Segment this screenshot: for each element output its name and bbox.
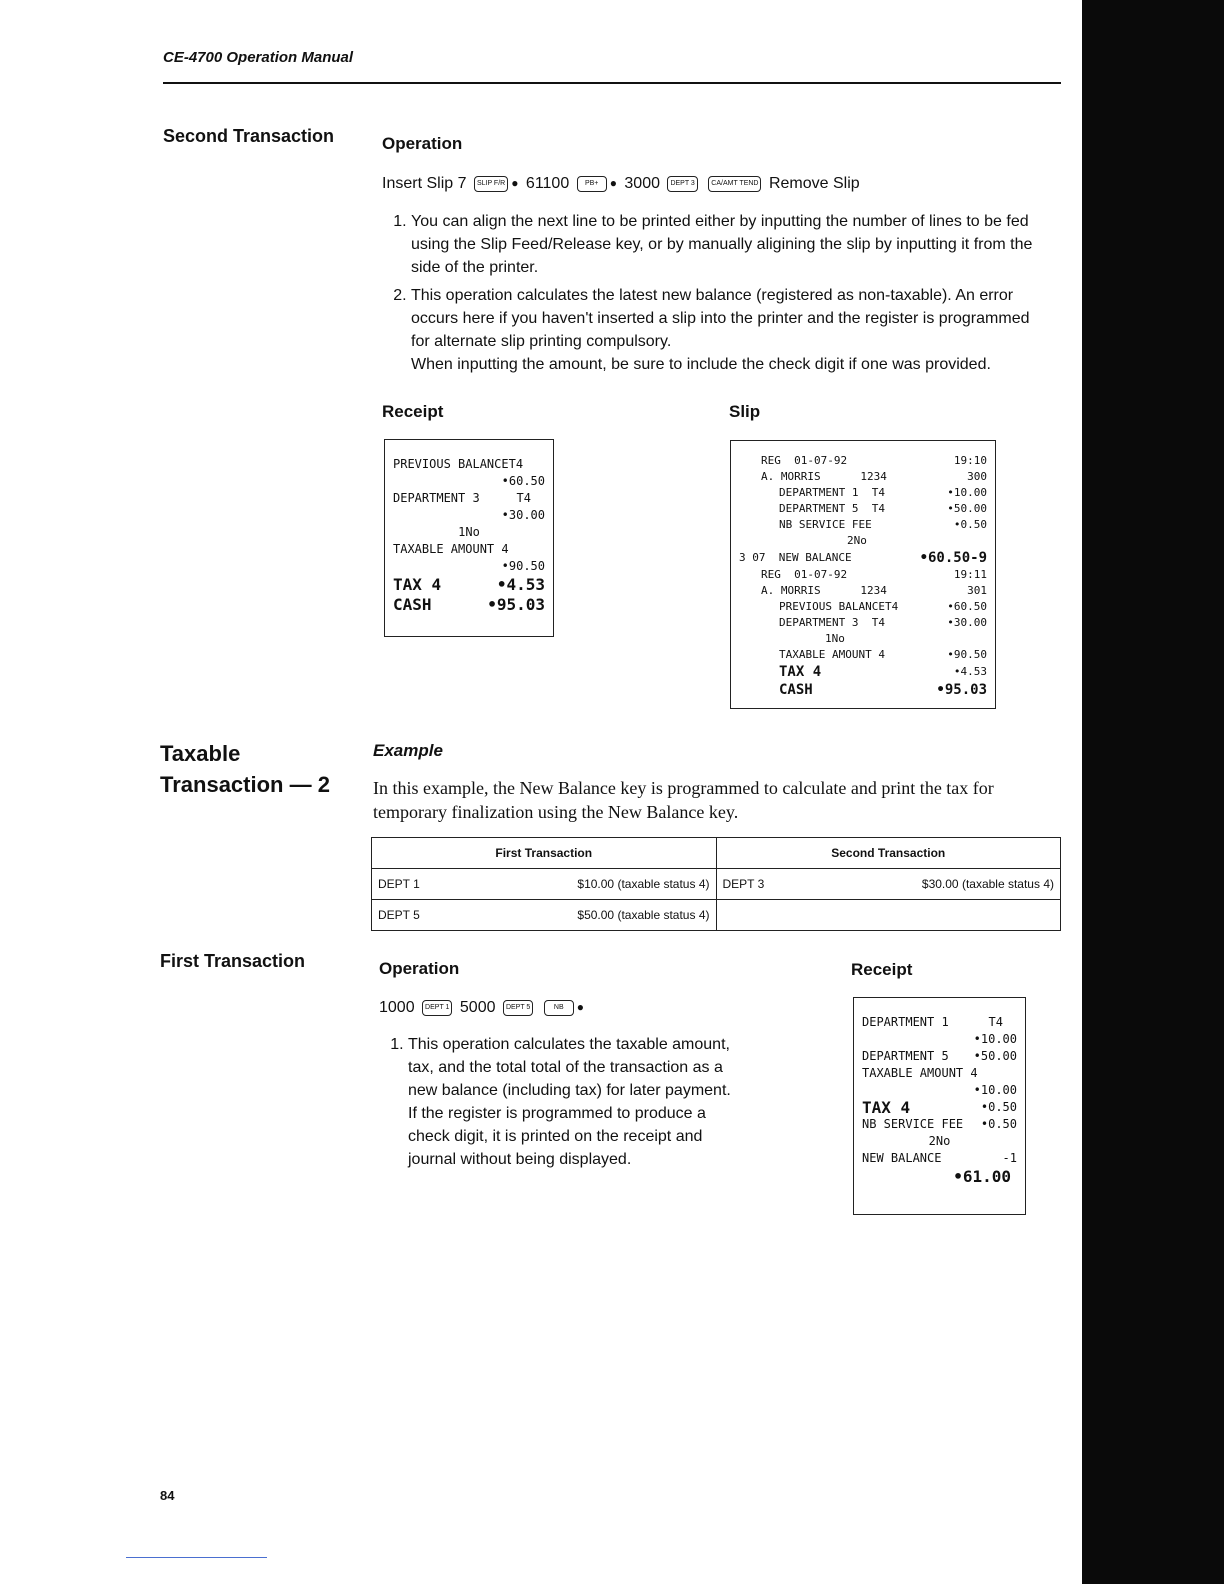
- header-divider: [163, 82, 1061, 84]
- dept-key: DEPT 1: [422, 1000, 452, 1016]
- receipt-label: Receipt: [382, 402, 444, 421]
- receipt-line: •10.00: [973, 1083, 1017, 1097]
- table-header: Second Transaction: [716, 838, 1061, 869]
- receipt-line: TAX 4 •4.53: [393, 575, 545, 594]
- table-cell: $50.00 (taxable status 4): [577, 908, 710, 922]
- receipt-line: NB SERVICE FEE •0.50: [862, 1117, 1017, 1131]
- receipt-line: CASH •95.03: [393, 595, 545, 614]
- receipt-line: TAXABLE AMOUNT 4: [862, 1066, 978, 1080]
- receipt-line: 2No: [928, 1134, 951, 1148]
- receipt-line: NEW BALANCE -1: [862, 1151, 1017, 1165]
- table-row: [372, 900, 1061, 931]
- tender-key: CA/AMT TEND: [708, 176, 761, 192]
- slip-line: 3 07 NEW BALANCE •60.50-9: [739, 550, 987, 566]
- manual-title: CE-4700 Operation Manual: [163, 49, 354, 66]
- slip-feed-release-key: SLIP F/R: [474, 176, 508, 192]
- slip-line: NB SERVICE FEE •0.50: [779, 518, 987, 531]
- op-text: 5000: [459, 999, 496, 1016]
- receipt-line: DEPARTMENT 1 T4: [862, 1015, 1003, 1029]
- receipt-line: •90.50: [501, 559, 545, 573]
- slip-line: A. MORRIS 1234 300: [761, 470, 987, 483]
- table-cell: DEPT 3: [722, 877, 765, 891]
- receipt-line: 1No: [458, 525, 480, 539]
- slip-line: TAXABLE AMOUNT 4 •90.50: [779, 648, 987, 661]
- page-number: 84: [160, 1488, 175, 1503]
- example-text: In this example, the New Balance key is programmed to calculate and print the tax for temporary finalization using the New Balance key.: [373, 778, 994, 822]
- slip-line: 2No: [847, 534, 867, 547]
- new-balance-key: NB: [544, 1000, 574, 1016]
- first-transaction-steps: [379, 1033, 739, 1176]
- receipt-line: •30.00: [501, 508, 545, 522]
- example-label: Example: [373, 741, 443, 760]
- scan-edge-bar: [1082, 0, 1224, 1584]
- table-cell: $30.00 (taxable status 4): [921, 877, 1054, 891]
- receipt-line: TAX 4 •0.50: [862, 1098, 1017, 1117]
- slip-printout: [730, 440, 996, 709]
- op-text: 3000: [624, 175, 660, 192]
- step-item: 2. This operation calculates the latest new balance (registered as non-taxable). An error occurs here if you haven't inserted a slip into the printer and the register is programmed for alternate slip printing compulsory. When inputting the amount, be sure to include the check digit if one was provided.: [411, 284, 1052, 376]
- receipt-line: DEPARTMENT 5 •50.00: [862, 1049, 1017, 1063]
- table-row: [372, 869, 1061, 900]
- operation-label: Operation: [382, 134, 463, 153]
- step-item: 1. This operation calculates the taxable amount, tax, and the total total of the transaction as a new balance (including tax) for later payment. If the register is programmed to produce a check digit, it is printed on the receipt and journal without being displayed.: [408, 1033, 739, 1171]
- receipt-label: Receipt: [851, 960, 913, 979]
- table-cell: DEPT 1: [378, 877, 420, 891]
- heading-line: Transaction — 2: [160, 772, 330, 797]
- table-cell: DEPT 5: [378, 908, 420, 922]
- operation-label: Operation: [379, 959, 460, 978]
- table-header: First Transaction: [372, 838, 717, 869]
- operation-sequence: 1000 DEPT 1 5000 DEPT 5 NB ●: [379, 999, 585, 1016]
- slip-line: TAX 4 •4.53: [779, 664, 987, 680]
- footer-line: [126, 1557, 267, 1558]
- slip-line: DEPARTMENT 1 T4 •10.00: [779, 486, 987, 499]
- receipt-line: DEPARTMENT 3 T4: [393, 491, 531, 505]
- dept-key: DEPT 5: [503, 1000, 533, 1016]
- receipt-printout: [853, 997, 1026, 1215]
- slip-line: REG 01-07-92 19:10: [761, 454, 987, 467]
- slip-line: DEPARTMENT 3 T4 •30.00: [779, 616, 987, 629]
- heading-line: Taxable: [160, 741, 241, 766]
- slip-line: A. MORRIS 1234 301: [761, 584, 987, 597]
- second-transaction-heading: Second Transaction: [163, 126, 335, 146]
- first-transaction-heading: First Transaction: [160, 951, 306, 971]
- receipt-line: •10.00: [973, 1032, 1017, 1046]
- second-transaction-steps: [382, 210, 1052, 381]
- receipt-line: •61.00: [953, 1167, 1011, 1186]
- receipt-line: PREVIOUS BALANCET4: [393, 457, 524, 471]
- slip-line: PREVIOUS BALANCET4 •60.50: [779, 600, 987, 613]
- receipt-printout: [384, 439, 554, 637]
- slip-label: Slip: [729, 402, 761, 421]
- slip-line: 1No: [825, 632, 845, 645]
- step-item: 1. You can align the next line to be printed either by inputting the number of lines to be fed using the Slip Feed/Release key, or by manually aligining the slip by inputting it from the side of the printer.: [411, 210, 1052, 279]
- example-table: [371, 837, 1061, 931]
- taxable-transaction-heading: [160, 738, 330, 800]
- receipt-line: •60.50: [501, 474, 545, 488]
- pb-key: PB+: [577, 176, 607, 192]
- slip-line: CASH •95.03: [779, 682, 987, 698]
- op-text: Remove Slip: [768, 175, 860, 192]
- dept-key: DEPT 3: [667, 176, 697, 192]
- slip-line: REG 01-07-92 19:11: [761, 568, 987, 581]
- op-text: 61100: [525, 175, 570, 192]
- slip-line: DEPARTMENT 5 T4 •50.00: [779, 502, 987, 515]
- op-text: Insert Slip 7: [382, 175, 467, 192]
- operation-sequence: Insert Slip 7 SLIP F/R ● 61100 PB+ ● 3000 DEPT 3 CA/AMT TEND Remove Slip: [382, 175, 860, 192]
- op-text: 1000: [379, 999, 415, 1016]
- table-cell: $10.00 (taxable status 4): [577, 877, 710, 891]
- receipt-line: TAXABLE AMOUNT 4: [393, 542, 509, 556]
